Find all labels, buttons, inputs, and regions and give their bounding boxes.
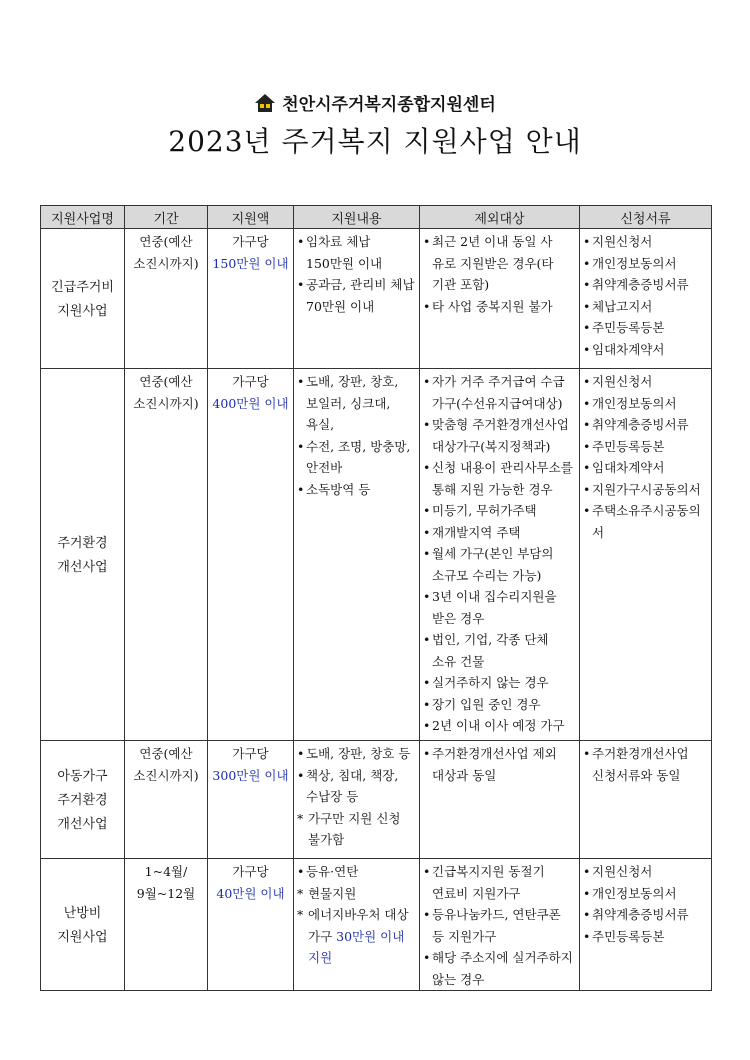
item-text: 지원신청서 bbox=[592, 374, 653, 389]
bullet: • bbox=[583, 864, 591, 879]
column-header: 지원사업명 bbox=[41, 206, 125, 229]
program-name bbox=[41, 741, 125, 859]
item-text: 주거환경개선사업 bbox=[592, 746, 689, 761]
period-line: 소진시까지) bbox=[133, 255, 199, 271]
documents-cell bbox=[580, 741, 712, 859]
list-item bbox=[423, 629, 576, 672]
documents-cell bbox=[580, 369, 712, 741]
bullet: • bbox=[423, 746, 431, 761]
list-item bbox=[423, 715, 576, 737]
bullet: • bbox=[423, 417, 431, 432]
bullet: • bbox=[423, 907, 431, 922]
bullet: • bbox=[423, 864, 431, 879]
bullet: • bbox=[423, 234, 431, 249]
item-text: 개인정보동의서 bbox=[592, 395, 677, 411]
item-text: 미등기, 무허가주택 bbox=[432, 503, 537, 518]
bullet: • bbox=[583, 928, 591, 944]
bullet: • bbox=[423, 374, 431, 389]
list-item bbox=[423, 694, 576, 716]
list-item bbox=[423, 414, 576, 457]
item-text: 보일러, 싱크대, bbox=[306, 395, 391, 411]
table-row bbox=[41, 741, 712, 859]
list-item bbox=[583, 457, 708, 479]
list-item bbox=[583, 904, 708, 926]
support-programs-table bbox=[40, 205, 712, 991]
content-cell bbox=[294, 741, 420, 859]
bullet: • bbox=[583, 503, 591, 518]
period-cell bbox=[125, 229, 208, 369]
list-item bbox=[423, 371, 576, 414]
item-text: 안전바 bbox=[306, 460, 343, 475]
bullet: • bbox=[583, 885, 591, 901]
list-item bbox=[297, 861, 416, 883]
item-text: 등 지원가구 bbox=[432, 928, 497, 944]
list-item bbox=[583, 883, 708, 905]
program-name-line: 주거환경 bbox=[57, 535, 108, 551]
bullet: • bbox=[583, 907, 591, 922]
bullet: • bbox=[583, 460, 591, 475]
bullet: • bbox=[423, 696, 431, 712]
bullet: • bbox=[423, 298, 431, 314]
item-text: 신청 내용이 관리사무소를 bbox=[432, 460, 573, 475]
item-text: 맞춤형 주거환경개선사업 bbox=[432, 417, 569, 432]
period-line: 9월~12월 bbox=[136, 885, 196, 901]
period-line: 연중(예산 bbox=[139, 746, 193, 761]
list-item bbox=[583, 861, 708, 883]
column-header: 지원내용 bbox=[294, 206, 420, 229]
period-line: 연중(예산 bbox=[139, 374, 193, 389]
column-header: 제외대상 bbox=[420, 206, 580, 229]
program-name-line: 지원사업 bbox=[57, 929, 108, 945]
amount-value: 300만원 이내 bbox=[212, 767, 289, 783]
list-item bbox=[423, 543, 576, 586]
amount-cell bbox=[208, 859, 294, 991]
bullet: • bbox=[583, 746, 591, 761]
item-text: 3년 이내 집수리지원을 bbox=[432, 589, 557, 604]
item-text: 않는 경우 bbox=[432, 971, 485, 987]
item-text: 신청서류와 동일 bbox=[592, 767, 681, 783]
program-name-line: 난방비 bbox=[63, 905, 102, 921]
list-item bbox=[423, 672, 576, 694]
column-header: 지원액 bbox=[208, 206, 294, 229]
period-cell bbox=[125, 741, 208, 859]
list-item bbox=[583, 479, 708, 501]
program-name-line: 개선사업 bbox=[57, 816, 108, 832]
program-name bbox=[41, 369, 125, 741]
exclusions-cell bbox=[420, 741, 580, 859]
bullet: * bbox=[297, 907, 304, 922]
amount-highlight: 30만원 이내 bbox=[336, 928, 405, 944]
list-item bbox=[583, 743, 708, 786]
program-name bbox=[41, 859, 125, 991]
item-text: 긴급복지지원 동절기 bbox=[432, 864, 545, 879]
program-name bbox=[41, 229, 125, 369]
table-row bbox=[41, 369, 712, 741]
list-item bbox=[423, 586, 576, 629]
item-text: 주민등록등본 bbox=[592, 438, 665, 454]
item-text: 책상, 침대, 책장, bbox=[306, 767, 399, 783]
table-body bbox=[41, 229, 712, 991]
exclusions-cell bbox=[420, 859, 580, 991]
amount-label: 가구당 bbox=[232, 864, 269, 879]
program-name-line: 주거환경 bbox=[57, 792, 108, 808]
list-item bbox=[297, 274, 416, 317]
documents-cell bbox=[580, 229, 712, 369]
item-text: 등유·연탄 bbox=[306, 864, 359, 879]
list-item bbox=[583, 393, 708, 415]
item-text: 지원 bbox=[308, 950, 333, 965]
list-item bbox=[297, 808, 416, 851]
item-text: 임대차계약서 bbox=[592, 460, 665, 475]
amount-cell bbox=[208, 229, 294, 369]
list-item bbox=[423, 522, 576, 544]
bullet: • bbox=[297, 481, 305, 497]
table-row bbox=[41, 229, 712, 369]
item-text: 주거환경개선사업 제외 bbox=[432, 746, 557, 761]
period-line: 연중(예산 bbox=[139, 234, 193, 249]
list-item bbox=[583, 500, 708, 543]
amount-cell bbox=[208, 741, 294, 859]
list-item bbox=[297, 231, 416, 274]
item-text: 체납고지서 bbox=[592, 298, 653, 314]
bullet: * bbox=[297, 885, 304, 901]
amount-label: 가구당 bbox=[232, 746, 269, 761]
amount-label: 가구당 bbox=[232, 234, 269, 249]
list-item bbox=[423, 231, 576, 296]
item-text: 지원신청서 bbox=[592, 234, 653, 249]
item-text: 공과금, 관리비 체납 bbox=[306, 277, 415, 292]
item-text: 소규모 수리는 가능) bbox=[432, 567, 542, 583]
item-text: 기관 포함) bbox=[432, 277, 490, 292]
amount-value: 40만원 이내 bbox=[216, 885, 285, 901]
amount-label: 가구당 bbox=[232, 374, 269, 389]
page-title: 2023년 주거복지 지원사업 안내 bbox=[168, 125, 582, 158]
period-cell bbox=[125, 859, 208, 991]
item-text: 도배, 장판, 창호, bbox=[306, 374, 399, 389]
bullet: • bbox=[423, 546, 431, 561]
item-text: 현물지원 bbox=[308, 885, 357, 901]
list-item bbox=[583, 371, 708, 393]
list-item bbox=[423, 743, 576, 786]
list-item bbox=[423, 947, 576, 990]
bullet: • bbox=[423, 718, 431, 733]
bullet: • bbox=[583, 481, 591, 497]
bullet: • bbox=[583, 320, 591, 335]
list-item bbox=[297, 883, 416, 905]
content-cell bbox=[294, 369, 420, 741]
item-text: 법인, 기업, 각종 단체 bbox=[432, 632, 549, 647]
bullet: • bbox=[423, 524, 431, 540]
period-cell bbox=[125, 369, 208, 741]
item-text: 실거주하지 않는 경우 bbox=[432, 675, 549, 690]
item-text: 취약계층증빙서류 bbox=[592, 907, 689, 922]
bullet: • bbox=[297, 438, 305, 454]
item-text: 장기 입원 중인 경우 bbox=[432, 696, 541, 712]
program-name-line: 긴급주거비 bbox=[51, 279, 114, 295]
item-text: 지원가구시공동의서 bbox=[592, 481, 701, 497]
item-text: 불가함 bbox=[308, 832, 345, 847]
item-text: 개인정보동의서 bbox=[592, 885, 677, 901]
column-header: 신청서류 bbox=[580, 206, 712, 229]
item-text: 대상가구(복지정책과) bbox=[432, 438, 551, 454]
bullet: • bbox=[297, 767, 305, 783]
period-line: 소진시까지) bbox=[133, 395, 199, 411]
bullet: • bbox=[583, 395, 591, 411]
bullet: • bbox=[423, 675, 431, 690]
list-item bbox=[583, 317, 708, 339]
bullet: • bbox=[583, 234, 591, 249]
list-item bbox=[583, 231, 708, 253]
bullet: • bbox=[297, 234, 305, 249]
item-text: 가구(수선유지급여대상) bbox=[432, 395, 563, 411]
list-item bbox=[423, 904, 576, 947]
item-text: 자가 거주 주거급여 수급 bbox=[432, 374, 565, 389]
item-text: 취약계층증빙서류 bbox=[592, 277, 689, 292]
list-item bbox=[297, 743, 416, 765]
list-item bbox=[297, 904, 416, 969]
item-text: 에너지바우처 대상 bbox=[308, 907, 409, 922]
item-text: 최근 2년 이내 동일 사 bbox=[432, 234, 553, 249]
item-text: 등유나눔카드, 연탄쿠폰 bbox=[432, 907, 561, 922]
list-item bbox=[583, 339, 708, 361]
bullet: • bbox=[583, 277, 591, 292]
item-text: 타 사업 중복지원 불가 bbox=[432, 298, 553, 314]
item-text: 재개발지역 주택 bbox=[432, 524, 521, 540]
item-text: 소독방역 등 bbox=[306, 481, 371, 497]
bullet: • bbox=[583, 438, 591, 454]
amount-value: 150만원 이내 bbox=[212, 255, 289, 271]
program-name-line: 아동가구 bbox=[57, 768, 108, 784]
list-item bbox=[583, 296, 708, 318]
item-text: 받은 경우 bbox=[432, 610, 485, 626]
bullet: * bbox=[297, 810, 304, 826]
item-text: 수납장 등 bbox=[306, 789, 359, 804]
item-text: 대상과 동일 bbox=[432, 767, 497, 783]
bullet: • bbox=[583, 298, 591, 314]
item-text: 150만원 이내 bbox=[306, 255, 383, 271]
bullet: • bbox=[297, 746, 305, 761]
list-item bbox=[423, 457, 576, 500]
list-item bbox=[423, 296, 576, 318]
bullet: • bbox=[423, 503, 431, 518]
list-item bbox=[583, 253, 708, 275]
item-text: 연료비 지원가구 bbox=[432, 885, 521, 901]
exclusions-cell bbox=[420, 369, 580, 741]
item-text: 도배, 장판, 창호 등 bbox=[306, 746, 411, 761]
list-item bbox=[297, 371, 416, 436]
list-item bbox=[583, 436, 708, 458]
content-cell bbox=[294, 229, 420, 369]
item-text: 주민등록등본 bbox=[592, 320, 665, 335]
item-text: 개인정보동의서 bbox=[592, 255, 677, 271]
list-item bbox=[583, 414, 708, 436]
item-text: 70만원 이내 bbox=[306, 298, 375, 314]
item-text: 임대차계약서 bbox=[592, 341, 665, 357]
list-item bbox=[297, 436, 416, 479]
org-name: 천안시주거복지종합지원센터 bbox=[282, 95, 496, 115]
amount-value: 400만원 이내 bbox=[212, 395, 289, 411]
period-line: 소진시까지) bbox=[133, 767, 199, 783]
item-text: 가구 30만원 이내 bbox=[308, 928, 405, 944]
exclusions-cell bbox=[420, 229, 580, 369]
program-name-line: 개선사업 bbox=[57, 559, 108, 575]
item-text: 2년 이내 이사 예정 가구 bbox=[432, 718, 565, 733]
item-text: 임차료 체납 bbox=[306, 234, 371, 249]
item-text: 월세 가구(본인 부담의 bbox=[432, 546, 554, 561]
bullet: • bbox=[297, 277, 305, 292]
column-header: 기간 bbox=[125, 206, 208, 229]
bullet: • bbox=[423, 632, 431, 647]
item-text: 취약계층증빙서류 bbox=[592, 417, 689, 432]
item-text: 소유 건물 bbox=[432, 653, 485, 669]
item-text: 해당 주소지에 실거주하지 bbox=[432, 950, 573, 965]
bullet: • bbox=[583, 374, 591, 389]
item-text: 욕실, bbox=[306, 417, 335, 432]
list-item bbox=[297, 765, 416, 808]
list-item bbox=[423, 861, 576, 904]
list-item bbox=[423, 500, 576, 522]
table-header-row bbox=[41, 206, 712, 229]
table-row bbox=[41, 859, 712, 991]
bullet: • bbox=[583, 255, 591, 271]
program-name-line: 지원사업 bbox=[57, 303, 108, 319]
org-header bbox=[0, 90, 750, 118]
item-text: 가구만 지원 신청 bbox=[308, 810, 401, 826]
list-item bbox=[297, 479, 416, 501]
bullet: • bbox=[423, 589, 431, 604]
bullet: • bbox=[423, 950, 431, 965]
list-item bbox=[583, 274, 708, 296]
item-text: 수전, 조명, 방충망, bbox=[306, 438, 411, 454]
bullet: • bbox=[297, 374, 305, 389]
amount-cell bbox=[208, 369, 294, 741]
item-text: 지원신청서 bbox=[592, 864, 653, 879]
item-text: 주민등록등본 bbox=[592, 928, 665, 944]
documents-cell bbox=[580, 859, 712, 991]
house-icon bbox=[254, 93, 276, 118]
item-text: 통해 지원 가능한 경우 bbox=[432, 481, 553, 497]
bullet: • bbox=[583, 417, 591, 432]
item-text: 주택소유주시공동의서 bbox=[592, 503, 701, 540]
item-text: 유로 지원받은 경우(타 bbox=[432, 255, 554, 271]
content-cell bbox=[294, 859, 420, 991]
period-line: 1~4월/ bbox=[144, 864, 188, 879]
bullet: • bbox=[297, 864, 305, 879]
bullet: • bbox=[423, 460, 431, 475]
bullet: • bbox=[583, 341, 591, 357]
list-item bbox=[583, 926, 708, 948]
